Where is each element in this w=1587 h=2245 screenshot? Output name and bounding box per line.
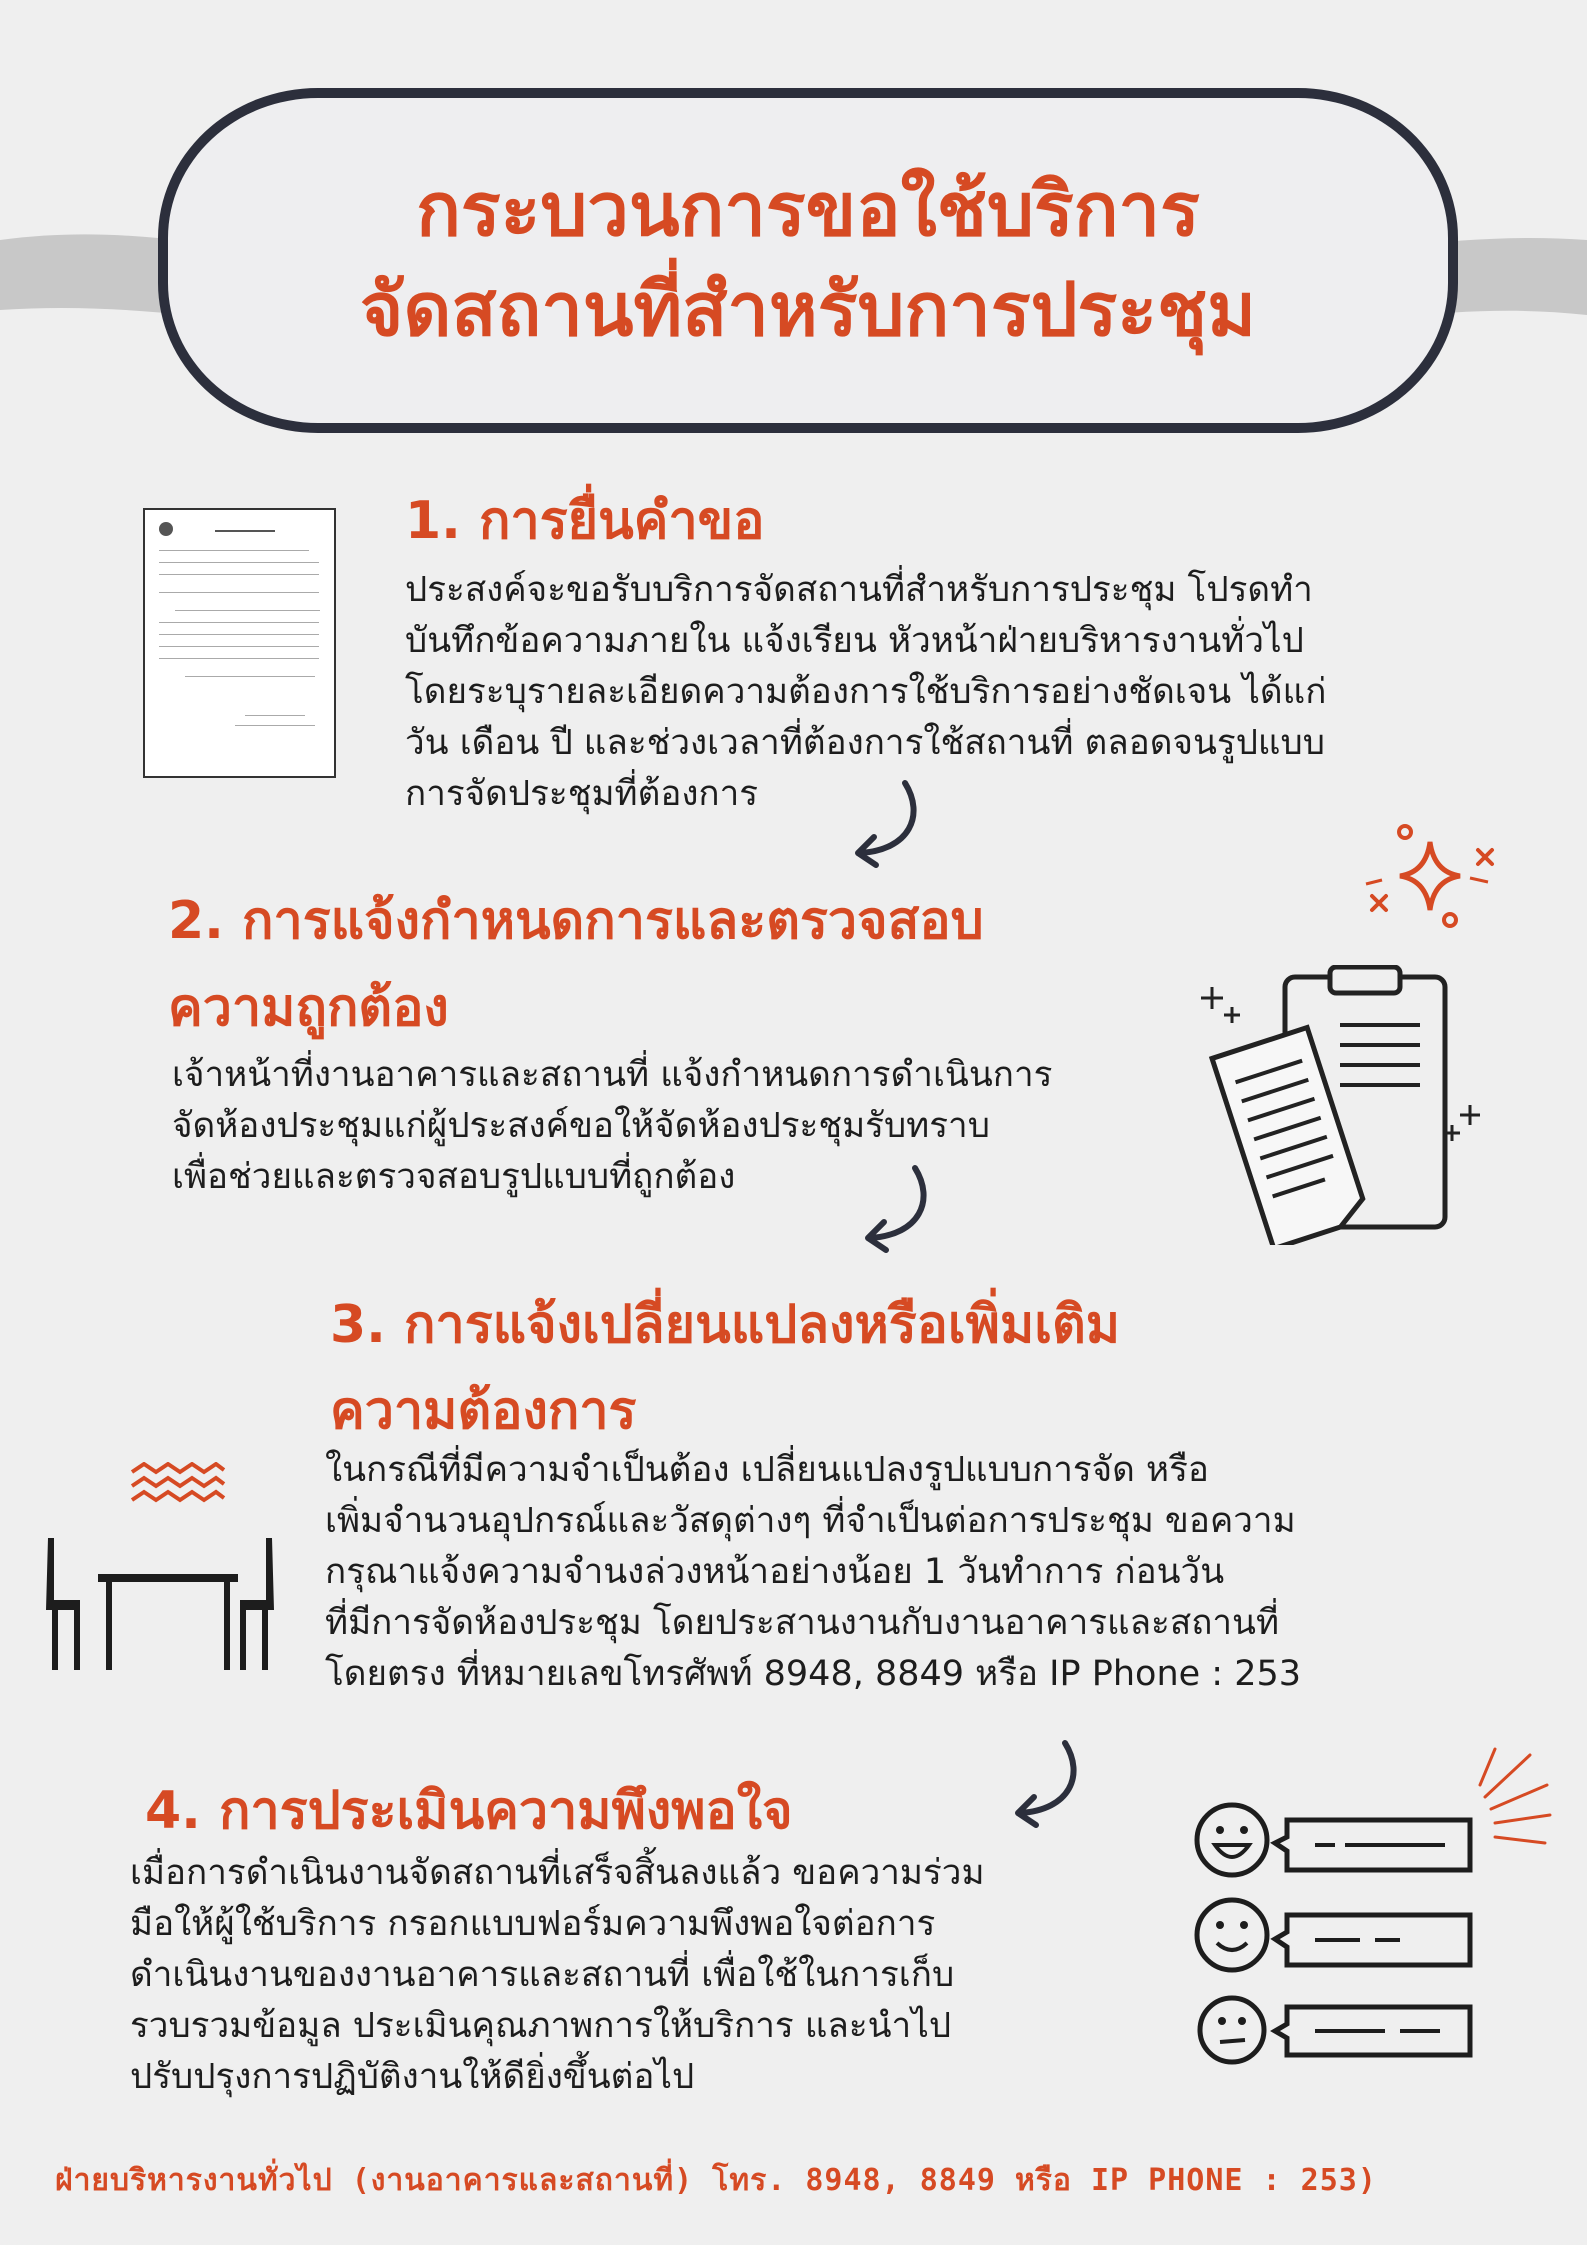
step-3-line: เพิ่มจำนวนอุปกรณ์และวัสดุต่างๆ ที่จำเป็นต่อการประชุม ขอความ [325, 1501, 1296, 1541]
step-2-heading-line-1: 2. การแจ้งกำหนดการและตรวจสอบ [168, 891, 984, 951]
arrow-icon [850, 1160, 940, 1255]
arrow-icon [840, 775, 930, 870]
step-2-line: จัดห้องประชุมแก่ผู้ประสงค์ขอให้จัดห้องประชุมรับทราบ [172, 1106, 990, 1146]
step-2-heading-line-2: ความถูกต้อง [168, 978, 449, 1038]
step-1-line: โดยระบุรายละเอียดความต้องการใช้บริการอย่างชัดเจน ได้แก่ [405, 672, 1327, 712]
step-1-line: ประสงค์จะขอรับบริการจัดสถานที่สำหรับการประชุม โปรดทำ [405, 570, 1313, 610]
wave-lines-icon [128, 1462, 228, 1507]
table-chairs-icon [40, 1530, 280, 1670]
sparkle-icon [1360, 820, 1500, 940]
title-banner [158, 88, 1458, 433]
step-3-heading-line-2: ความต้องการ [330, 1381, 637, 1441]
feedback-faces-icon [1185, 1745, 1555, 2065]
step-4-line: ดำเนินงานของงานอาคารและสถานที่ เพื่อใช้ในการเก็บ [130, 1955, 955, 1995]
step-4-line: เมื่อการดำเนินงานจัดสถานที่เสร็จสิ้นลงแล้ว ขอความร่วม [130, 1853, 985, 1893]
step-4-line: มือให้ผู้ใช้บริการ กรอกแบบฟอร์มความพึงพอใจต่อการ [130, 1904, 936, 1944]
step-3-line: โดยตรง ที่หมายเลขโทรศัพท์ 8948, 8849 หรือ IP Phone : 253 [325, 1654, 1302, 1694]
memo-document-icon [143, 508, 336, 778]
step-4-line: ปรับปรุงการปฏิบัติงานให้ดียิ่งขึ้นต่อไป [130, 2057, 695, 2097]
page-title-line-1: กระบวนการขอใช้บริการ [416, 167, 1200, 253]
step-4-heading: 4. การประเมินความพึงพอใจ [145, 1781, 793, 1841]
step-2-line: เจ้าหน้าที่งานอาคารและสถานที่ แจ้งกำหนดการดำเนินการ [172, 1055, 1053, 1095]
footer-contact: ฝ่ายบริหารงานทั่วไป (งานอาคารและสถานที่) โทร. 8948, 8849 หรือ IP PHONE : 253) [55, 2163, 1377, 2198]
step-1-line: บันทึกข้อความภายใน แจ้งเรียน หัวหน้าฝ่ายบริหารงานทั่วไป [405, 621, 1304, 661]
step-3-line: ที่มีการจัดห้องประชุม โดยประสานงานกับงานอาคารและสถานที่ [325, 1603, 1280, 1643]
arrow-icon [1000, 1735, 1090, 1830]
step-3-body [325, 1445, 1301, 1700]
step-2-line: เพื่อช่วยและตรวจสอบรูปแบบที่ถูกต้อง [172, 1157, 736, 1197]
step-3-line: ในกรณีที่มีความจำเป็นต้อง เปลี่ยนแปลงรูปแบบการจัด หรือ [325, 1450, 1209, 1490]
clipboard-documents-icon [1190, 965, 1490, 1245]
step-3-line: กรุณาแจ้งความจำนงล่วงหน้าอย่างน้อย 1 วันทำการ ก่อนวัน [325, 1552, 1225, 1592]
page-title-line-2: จัดสถานที่สำหรับการประชุม [359, 267, 1257, 353]
step-4-body [130, 1848, 985, 2103]
step-1-line: วัน เดือน ปี และช่วงเวลาที่ต้องการใช้สถานที่ ตลอดจนรูปแบบ [405, 723, 1325, 763]
step-1-line: การจัดประชุมที่ต้องการ [405, 774, 759, 814]
step-3-heading-line-1: 3. การแจ้งเปลี่ยนแปลงหรือเพิ่มเติม [330, 1295, 1121, 1355]
step-1-heading: 1. การยื่นคำขอ [405, 491, 765, 551]
step-4-line: รวบรวมข้อมูล ประเมินคุณภาพการให้บริการ และนำไป [130, 2006, 952, 2046]
